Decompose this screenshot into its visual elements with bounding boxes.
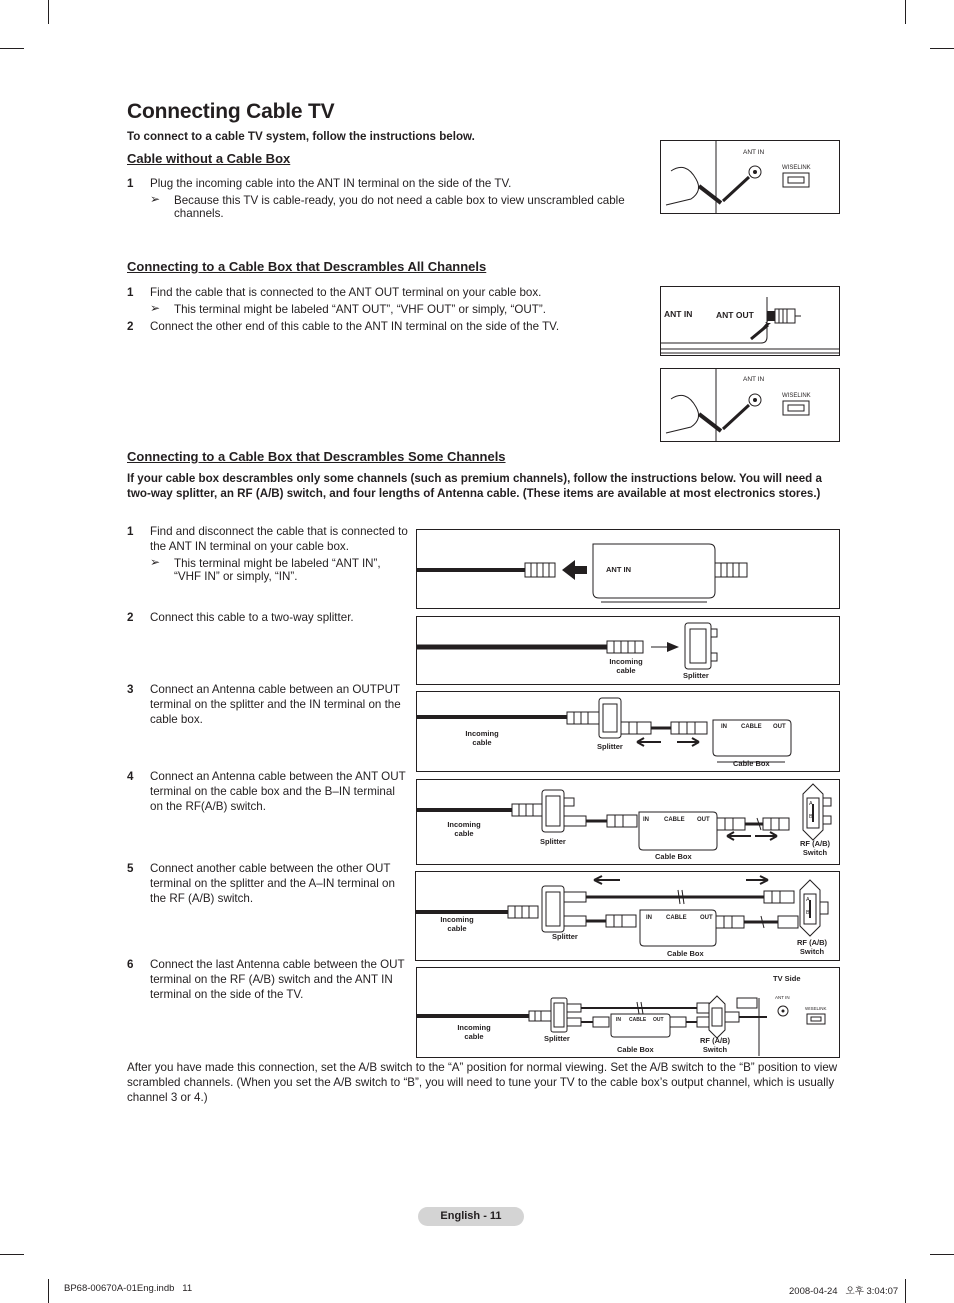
a-label: A	[806, 897, 810, 903]
tv-side-panel-figure	[660, 368, 840, 442]
cable-label: CABLE	[666, 915, 687, 921]
rf-switch-label: RF (A/B) Switch	[700, 1036, 730, 1054]
step-number: 2	[127, 320, 134, 333]
print-slug-file: BP68-00670A-01Eng.indb 11	[64, 1283, 193, 1294]
cable-box-figure	[660, 286, 840, 356]
step-text: Find and disconnect the cable that is connected to the ANT IN terminal on your cable box.	[150, 525, 408, 553]
step-number: 1	[127, 286, 134, 299]
cable-box-label: Cable Box	[617, 1045, 654, 1054]
step-text: Connect an Antenna cable between the ANT OUT terminal on the cable box and the B–IN terminal on the RF(A/B) switch.	[150, 770, 406, 813]
section-heading-all-channels: Connecting to a Cable Box that Descrambles All Channels	[127, 259, 487, 274]
tv-side-label: TV Side	[773, 974, 801, 983]
out-label: OUT	[697, 817, 710, 823]
page-title: Connecting Cable TV	[127, 100, 335, 123]
crop-mark	[0, 1254, 24, 1255]
section-intro: If your cable box descrambles only some channels (such as premium channels), follow the instructions below. You will need a two-way splitter, an RF (A/B) switch, and four lengths of Antenna cable. (These items are available at most electronics stores.)	[127, 472, 822, 500]
ant-in-label: ANT IN	[743, 149, 765, 156]
step-number: 3	[127, 683, 134, 696]
cable-box-label: Cable Box	[667, 949, 704, 958]
splitter-label: Splitter	[540, 837, 566, 846]
crop-mark	[905, 1279, 906, 1303]
cable-label: CABLE	[664, 817, 685, 823]
ant-in-label: ANT IN	[775, 995, 790, 1000]
crop-mark	[48, 0, 49, 24]
diagram-step-6	[416, 967, 840, 1058]
note-text: This terminal might be labeled “ANT IN”, “VHF IN” or simply, “IN”.	[174, 557, 381, 583]
crop-mark	[930, 48, 954, 49]
step-number: 1	[127, 177, 134, 190]
page-number-badge: English - 11	[418, 1207, 524, 1226]
diagram-step-2	[416, 616, 840, 685]
note-text: Because this TV is cable-ready, you do not need a cable box to view unscrambled cable channels.	[174, 194, 625, 220]
incoming-cable-label: Incoming cable	[457, 1023, 491, 1041]
wiselink-label: WISELINK	[805, 1006, 827, 1011]
incoming-cable-label: Incoming cable	[609, 657, 643, 675]
diagram-step-3	[416, 691, 840, 772]
diagram-step-1	[416, 529, 840, 609]
diagram-step-4	[416, 779, 840, 865]
section-heading-some-channels: Connecting to a Cable Box that Descrambles Some Channels	[127, 449, 506, 464]
a-label: A	[809, 801, 813, 807]
tv-side-panel-figure	[660, 140, 840, 214]
ant-in-label: ANT IN	[743, 376, 765, 383]
wiselink-label: WISELINK	[782, 393, 811, 399]
note-arrow-icon: ➢	[150, 301, 161, 315]
crop-mark	[48, 1279, 49, 1303]
wiselink-label: WISELINK	[782, 165, 811, 171]
step-text: Connect this cable to a two-way splitter.	[150, 611, 354, 624]
step-text: Find the cable that is connected to the ANT OUT terminal on your cable box.	[150, 286, 542, 299]
step-text: Connect the other end of this cable to the ANT IN terminal on the side of the TV.	[150, 320, 560, 333]
note-text: This terminal might be labeled “ANT OUT”, “VHF OUT” or simply, “OUT”.	[174, 303, 546, 316]
rf-switch-label: RF (A/B) Switch	[797, 938, 827, 956]
in-label: IN	[721, 724, 727, 730]
in-label: IN	[616, 1017, 621, 1023]
step-text: Connect an Antenna cable between an OUTPUT terminal on the splitter and the IN terminal on the cable box.	[150, 683, 401, 726]
step-text: Connect another cable between the other OUT terminal on the splitter and the A–IN terminal on the RF (A/B) switch.	[150, 862, 395, 905]
in-label: IN	[646, 915, 652, 921]
out-label: OUT	[773, 724, 786, 730]
section-heading-no-box: Cable without a Cable Box	[127, 151, 291, 166]
cable-box-label: Cable Box	[733, 759, 770, 768]
rf-switch-label: RF (A/B) Switch	[800, 839, 830, 857]
diagram-step-5	[415, 871, 840, 961]
step-text: Plug the incoming cable into the ANT IN terminal on the side of the TV.	[150, 177, 512, 190]
cable-label: CABLE	[629, 1017, 647, 1023]
crop-mark	[905, 0, 906, 24]
crop-mark	[930, 1254, 954, 1255]
incoming-cable-label: Incoming cable	[440, 915, 474, 933]
out-label: OUT	[700, 915, 713, 921]
note-arrow-icon: ➢	[150, 192, 161, 206]
crop-mark	[0, 48, 24, 49]
splitter-label: Splitter	[552, 932, 578, 941]
ant-in-label: ANT IN	[606, 565, 631, 574]
step-number: 1	[127, 525, 134, 538]
cable-label: CABLE	[741, 724, 762, 730]
intro-text: To connect to a cable TV system, follow the instructions below.	[127, 130, 475, 143]
step-number: 4	[127, 770, 134, 783]
b-label: B	[809, 814, 813, 820]
step-number: 2	[127, 611, 134, 624]
step-text: Connect the last Antenna cable between the OUT terminal on the RF (A/B) switch and the ANT IN terminal on the side of the TV.	[150, 958, 405, 1001]
splitter-label: Splitter	[683, 671, 709, 680]
in-label: IN	[643, 817, 649, 823]
step-number: 5	[127, 862, 134, 875]
b-label: B	[806, 910, 810, 916]
incoming-cable-label: Incoming cable	[447, 820, 481, 838]
print-slug-date: 2008-04-24 오후 3:04:07	[789, 1286, 899, 1297]
splitter-label: Splitter	[597, 742, 623, 751]
out-label: OUT	[653, 1017, 664, 1023]
ant-out-label: ANT OUT	[716, 310, 754, 320]
cable-box-label: Cable Box	[655, 852, 692, 861]
closing-paragraph: After you have made this connection, set the A/B switch to the “A” position for normal viewing. Set the A/B switch to the “B” position to view scrambled channels. (When you set the A/B switch to “B”, you will need to tune your TV to the cable box’s output channel, which is usually channel 3 or 4.)	[127, 1061, 838, 1104]
step-number: 6	[127, 958, 134, 971]
note-arrow-icon: ➢	[150, 555, 161, 569]
incoming-cable-label: Incoming cable	[465, 729, 499, 747]
ant-in-label: ANT IN	[664, 309, 693, 319]
splitter-label: Splitter	[544, 1034, 570, 1043]
